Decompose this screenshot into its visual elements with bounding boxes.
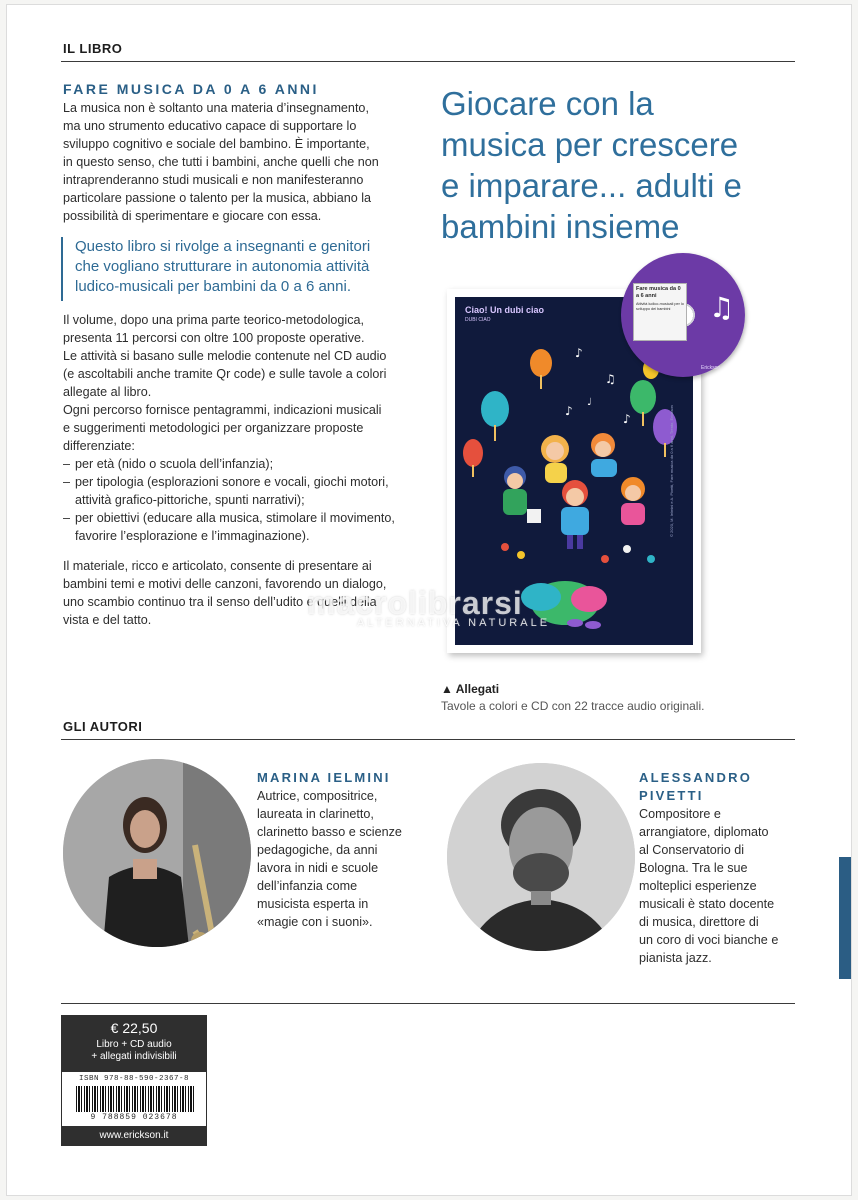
volume-line: e suggerimenti metodologici per organizzare proposte	[63, 421, 364, 435]
svg-text:♪: ♪	[623, 412, 631, 426]
poster-copyright: © 2020, M. Ielmini e A. Pivetti, Fare musica da 0 a 6 anni, Trento, Erickson	[669, 405, 675, 537]
criteria-list	[63, 455, 419, 545]
promo-title: Giocare con la musica per crescere e imparare... adulti e bambini insieme	[441, 85, 742, 245]
attachments-title: ▲ Allegati	[441, 682, 500, 696]
book-back-cover	[6, 4, 852, 1196]
material-line: uno scambio continuo tra il senso dell’udito e quelli della	[63, 595, 377, 609]
material-line: bambini temi e motivi delle canzoni, favorendo un dialogo,	[63, 577, 387, 591]
cd-label	[633, 283, 687, 341]
price-line-1: Libro + CD audio	[96, 1039, 172, 1050]
volume-line: (e ascoltabili anche tramite Qr code) e sulle tavole a colori	[63, 367, 387, 381]
music-note-icon: ♫	[709, 291, 735, 324]
cd-disc	[621, 253, 745, 377]
author-photo-pivetti	[447, 763, 635, 951]
volume-line: Ogni percorso fornisce pentagrammi, indicazioni musicali	[63, 403, 382, 417]
list-item: – per tipologia (esplorazioni sonore e vocali, giochi motori, attività grafico-pittoriche, spunti narrativi);	[63, 473, 419, 509]
author-name-ielmini: MARINA IELMINI	[257, 770, 391, 785]
price-amount: € 22,50	[110, 1020, 158, 1036]
author-bio-pivetti: Compositore e arrangiatore, diplomato al Conservatorio di Bologna. Tra le sue molteplici esperienze musicali è stato docente di musica, direttore di un coro di voci bianche e pianista jazz.	[639, 807, 779, 965]
barcode-icon	[76, 1086, 194, 1112]
volume-paragraph	[63, 311, 419, 545]
cd-publisher: Erickson	[701, 365, 721, 371]
volume-line: Il volume, dopo una prima parte teorico-metodologica,	[63, 313, 365, 327]
author-name-pivetti: ALESSANDRO PIVETTI	[639, 770, 753, 803]
cd-subtitle: Attività ludico-musicali per lo sviluppo dei bambini	[636, 302, 684, 311]
author-bio-ielmini: Autrice, compositrice, laureata in clarinetto, clarinetto basso e scienze pedagogiche, da anni lavora in nidi e scuole dell’infanzia come musicista esperta in «magie con i suoni».	[257, 789, 402, 929]
svg-text:♪: ♪	[575, 346, 583, 360]
website-link[interactable]: www.erickson.it	[61, 1126, 207, 1146]
intro-line: intraprenderanno studi musicali e non manifesteranno	[63, 173, 364, 187]
quote-line: Questo libro si rivolge a insegnanti e genitori	[75, 238, 371, 255]
barcode-digits: 9 788859 023678	[90, 1113, 178, 1122]
intro-line: particolare passione o talento per la musica, abbiano la	[63, 191, 372, 205]
poster-title: Ciao! Un dubi ciao	[465, 305, 545, 315]
quote-line: che vogliano strutturare in autonomia attività	[75, 258, 370, 275]
material-line: Il materiale, ricco e articolato, consente di presentare ai	[63, 559, 372, 573]
list-item: – per obiettivi (educare alla musica, stimolare il movimento, favorire l’esplorazione e l’immaginazione).	[63, 509, 419, 545]
list-item: – per età (nido o scuola dell’infanzia);	[63, 455, 419, 473]
intro-line: sviluppo cognitivo e sociale del bambino. È importante,	[63, 137, 370, 151]
intro-line: possibilità di sperimentare e giocare con essa.	[63, 209, 322, 223]
price-box	[61, 1015, 207, 1071]
material-line: vista e del tatto.	[63, 613, 152, 627]
quote-line: ludico-musicali per bambini da 0 a 6 anni.	[75, 278, 351, 295]
author-photo-ielmini	[63, 759, 251, 947]
attachments-text: Tavole a colori e CD con 22 tracce audio originali.	[441, 699, 705, 713]
svg-text:♪: ♪	[565, 404, 573, 418]
section-label-book: IL LIBRO	[63, 41, 123, 56]
section-rule-authors	[61, 739, 795, 740]
volume-line: differenziate:	[63, 439, 135, 453]
volume-line: Le attività si basano sulle melodie contenute nel CD audio	[63, 349, 387, 363]
svg-text:♩: ♩	[587, 397, 592, 408]
poster-subtitle: DUBI CIAO	[465, 317, 491, 323]
svg-text:♫: ♫	[605, 372, 616, 386]
barcode-box	[61, 1071, 207, 1127]
cd-title: Fare musica da 0 a 6 anni	[636, 286, 681, 299]
watermark-sub: ALTERNATIVA NATURALE	[357, 617, 551, 629]
intro-paragraph	[63, 99, 413, 225]
section-label-authors: GLI AUTORI	[63, 719, 143, 734]
watermark-text: macrolibrarsi	[307, 585, 523, 621]
author-portrait-pivetti	[447, 763, 635, 951]
intro-line: in questo senso, che tutti i bambini, anche quelli che non	[63, 155, 379, 169]
section-rule-bottom	[61, 1003, 795, 1004]
intro-heading: FARE MUSICA DA 0 A 6 ANNI	[63, 81, 319, 97]
side-tab	[839, 857, 851, 979]
intro-line: La musica non è soltanto una materia d’insegnamento,	[63, 101, 369, 115]
quote-block	[61, 237, 403, 301]
price-line-2: + allegati indivisibili	[91, 1051, 177, 1062]
author-portrait-ielmini	[63, 759, 251, 947]
section-rule-top	[61, 61, 795, 62]
intro-line: ma uno strumento educativo capace di supportare lo	[63, 119, 357, 133]
volume-line: allegate al libro.	[63, 385, 152, 399]
volume-line: presenta 11 percorsi con oltre 100 proposte operative.	[63, 331, 365, 345]
isbn-text: ISBN 978-88-590-2367-8	[78, 1075, 190, 1083]
